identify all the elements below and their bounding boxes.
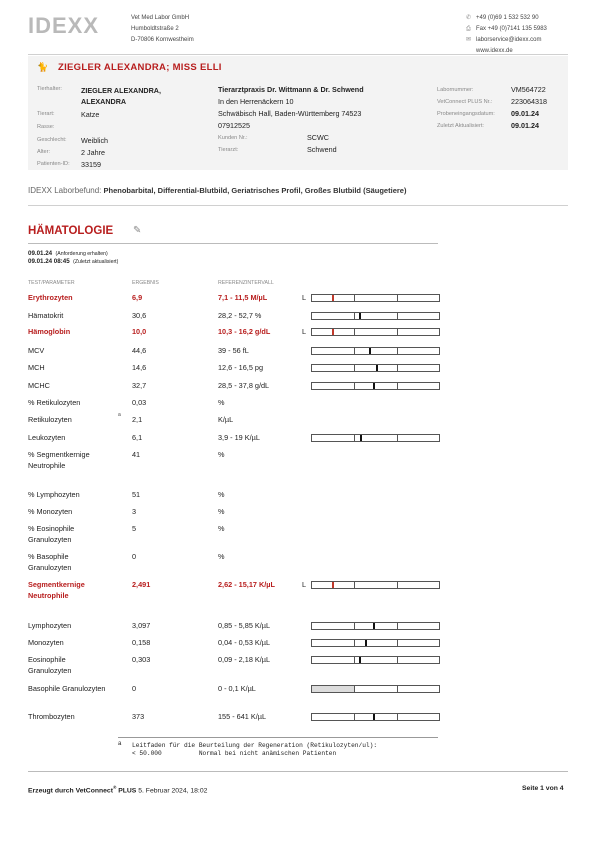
divider (28, 54, 568, 55)
range-lower-gridline (354, 383, 355, 389)
range-bar (311, 685, 440, 693)
test-result: 6,9 (132, 293, 143, 302)
range-bar-marker (365, 640, 367, 646)
patient-id-label: Patienten-ID: (37, 161, 70, 167)
test-parameter: Hämatokrit (28, 311, 64, 320)
vcnr-label: VetConnect PLUS Nr.: (437, 99, 493, 105)
befund-line (28, 186, 406, 195)
reference-interval: % (218, 552, 225, 561)
test-parameter: MCH (28, 363, 45, 372)
test-result: 0 (132, 552, 137, 561)
reference-interval: 0,04 - 0,53 K/µL (218, 638, 271, 647)
range-upper-gridline (397, 348, 398, 354)
footnote-ref: a (118, 412, 121, 418)
range-upper-gridline (397, 295, 398, 301)
range-bar-marker (360, 435, 362, 441)
practice-street: In den Herrenäckern 10 (218, 97, 294, 106)
column-header-result: ERGEBNIS (132, 280, 159, 286)
phone-icon: ✆ (466, 15, 472, 21)
reference-interval: % (218, 398, 225, 407)
footer-prefix: Erzeugt durch VetConnect (28, 787, 113, 795)
range-upper-gridline (397, 435, 398, 441)
website-link[interactable]: www.idexx.de (476, 48, 513, 54)
test-result: 373 (132, 712, 145, 721)
reference-interval: 0,85 - 5,85 K/µL (218, 621, 271, 630)
footer-generated (28, 785, 207, 794)
low-flag: L (302, 327, 307, 336)
mail-icon: ✉ (466, 37, 472, 43)
range-bar (311, 294, 440, 302)
reference-interval: % (218, 490, 225, 499)
reference-interval: 2,62 - 15,17 K/µL (218, 580, 275, 589)
test-result: 0,158 (132, 638, 151, 647)
range-bar-marker (373, 623, 375, 629)
update-date-note: (Zuletzt aktualisiert) (73, 259, 119, 265)
test-parameter: % Lymphozyten (28, 490, 80, 499)
update-date: 09.01.24 08:45 (28, 258, 70, 265)
email-link[interactable]: laborservice@idexx.com (476, 37, 542, 43)
test-result: 30,6 (132, 311, 147, 320)
divider (118, 737, 438, 738)
range-lower-gridline (354, 582, 355, 588)
range-bar (311, 713, 440, 721)
age-label: Alter: (37, 149, 51, 155)
test-result: 44,6 (132, 346, 147, 355)
reference-interval: 10,3 - 16,2 g/dL (218, 327, 271, 336)
range-lower-gridline (354, 295, 355, 301)
received-value: 09.01.24 (511, 109, 539, 118)
range-upper-gridline (397, 365, 398, 371)
reference-interval: % (218, 524, 225, 533)
range-lower-gridline (354, 348, 355, 354)
test-parameter: % Monozyten (28, 507, 73, 516)
customer-label: Kunden Nr.: (218, 135, 248, 141)
reference-interval: 7,1 - 11,5 M/µL (218, 293, 268, 302)
reference-interval: 3,9 - 19 K/µL (218, 433, 260, 442)
age-value: 2 Jahre (81, 148, 105, 157)
species-label: Tierart: (37, 111, 55, 117)
column-header-param: TEST/PARAMETER (28, 280, 75, 286)
test-parameter: Lymphozyten (28, 621, 72, 630)
test-parameter: Eosinophile Granulozyten (28, 655, 72, 675)
test-parameter: MCHC (28, 381, 50, 390)
range-upper-gridline (397, 383, 398, 389)
range-bar-marker (373, 383, 375, 389)
labnr-value: VM564722 (511, 85, 546, 94)
range-bar-marker (359, 313, 361, 319)
range-lower-gridline (354, 686, 355, 692)
test-parameter: MCV (28, 346, 45, 355)
test-result: 6,1 (132, 433, 143, 442)
updated-value: 09.01.24 (511, 121, 539, 130)
column-header-reference: REFERENZINTERVALL (218, 280, 274, 286)
fax-icon: ⎙ (466, 26, 471, 32)
test-parameter: Monozyten (28, 638, 64, 647)
reference-interval: 28,5 - 37,8 g/dL (218, 381, 270, 390)
cat-icon: 🐈 (37, 62, 49, 72)
sex-value: Weiblich (81, 136, 109, 145)
range-bar (311, 434, 440, 442)
range-bar (311, 581, 440, 589)
range-lower-gridline (354, 657, 355, 663)
range-bar (311, 639, 440, 647)
breed-label: Rasse: (37, 124, 55, 130)
test-parameter: Retikulozyten (28, 415, 72, 424)
test-result: 3,097 (132, 621, 151, 630)
patient-name: ZIEGLER ALEXANDRA; MISS ELLI (58, 62, 222, 73)
divider (28, 243, 438, 244)
test-result: 41 (132, 450, 141, 459)
range-bar (311, 622, 440, 630)
test-result: 5 (132, 524, 137, 533)
footnote-text: Leitfaden für die Beurteilung der Regeneration (Retikulozyten/ul): < 50.000 Normal bei nicht anämischen Patienten (132, 742, 378, 757)
range-upper-gridline (397, 657, 398, 663)
request-date: 09.01.24 (28, 250, 53, 257)
test-result: 0,303 (132, 655, 151, 664)
reference-interval: 12,6 - 16,5 pg (218, 363, 264, 372)
footer-date: 5. Februar 2024, 18:02 (138, 787, 208, 795)
patient-id-value: 33159 (81, 160, 101, 169)
range-bar (311, 328, 440, 336)
vet-label: Tierarzt: (218, 147, 239, 153)
range-upper-gridline (397, 640, 398, 646)
test-result: 14,6 (132, 363, 147, 372)
test-result: 10,0 (132, 327, 147, 336)
range-upper-gridline (397, 582, 398, 588)
labnr-label: Labornummer: (437, 87, 474, 93)
test-result: 3 (132, 507, 137, 516)
test-result: 32,7 (132, 381, 147, 390)
range-bar (311, 347, 440, 355)
reference-interval: 28,2 - 52,7 % (218, 311, 262, 320)
idexx-logo: IDEXX (28, 13, 100, 38)
phone-number: +49 (0)69 1 532 532 90 (476, 15, 539, 21)
lab-address-line: Vet Med Labor GmbH (131, 15, 190, 21)
footnote-marker: a (118, 741, 122, 747)
range-bar (311, 364, 440, 372)
registered-mark: ® (112, 785, 117, 790)
range-bar-fill (312, 686, 354, 692)
low-flag: L (302, 293, 307, 302)
reference-interval: % (218, 450, 225, 459)
test-result: 2,491 (132, 580, 151, 589)
request-date-note: (Anforderung erhalten) (55, 251, 108, 257)
test-parameter: Hämoglobin (28, 327, 71, 336)
range-bar (311, 312, 440, 320)
befund-text: Phenobarbital, Differential-Blutbild, Geriatrisches Profil, Großes Blutbild (Säugetiere) (103, 186, 407, 195)
test-parameter: Segmentkernige Neutrophile (28, 580, 85, 600)
edit-note-icon[interactable]: ✎ (133, 225, 142, 236)
footer-plus: PLUS (118, 787, 137, 795)
page-number: Seite 1 von 4 (522, 785, 564, 792)
updated-label: Zuletzt Aktualisiert: (437, 123, 484, 129)
lab-address-line: Humboldtstraße 2 (131, 26, 179, 32)
vet-value: Schwend (307, 145, 337, 154)
range-bar-marker (376, 365, 378, 371)
range-bar-marker (369, 348, 371, 354)
range-lower-gridline (354, 329, 355, 335)
owner-value: ZIEGLER ALEXANDRA, ALEXANDRA (81, 86, 161, 106)
test-parameter: Basophile Granulozyten (28, 684, 106, 693)
divider (28, 205, 568, 206)
test-result: 0,03 (132, 398, 147, 407)
vcnr-value: 223064318 (511, 97, 547, 106)
range-bar-marker (332, 329, 334, 335)
section-dates (28, 250, 118, 266)
range-upper-gridline (397, 623, 398, 629)
range-upper-gridline (397, 714, 398, 720)
test-parameter: % Retikulozyten (28, 398, 81, 407)
lab-address (131, 13, 194, 46)
lab-address-line: D-70806 Kornwestheim (131, 37, 194, 43)
range-lower-gridline (354, 623, 355, 629)
range-bar (311, 656, 440, 664)
owner-label: Tierhalter: (37, 86, 62, 92)
range-bar-marker (359, 657, 361, 663)
range-upper-gridline (397, 686, 398, 692)
test-parameter: Erythrozyten (28, 293, 73, 302)
range-bar (311, 382, 440, 390)
range-upper-gridline (397, 313, 398, 319)
range-lower-gridline (354, 714, 355, 720)
species-value: Katze (81, 110, 100, 119)
test-result: 51 (132, 490, 141, 499)
test-parameter: % Basophile Granulozyten (28, 552, 72, 572)
reference-interval: K/µL (218, 415, 234, 424)
reference-interval: % (218, 507, 225, 516)
practice-name: Tierarztpraxis Dr. Wittmann & Dr. Schwend (218, 85, 364, 94)
range-bar-marker (332, 582, 334, 588)
practice-city: Schwäbisch Hall, Baden-Württemberg 74523 (218, 109, 362, 118)
range-bar-marker (373, 714, 375, 720)
sex-label: Geschlecht: (37, 137, 67, 143)
test-parameter: % Eosinophile Granulozyten (28, 524, 75, 544)
fax-number: Fax +49 (0)7141 135 5983 (476, 26, 547, 32)
test-parameter: % Segmentkernige Neutrophile (28, 450, 90, 470)
practice-phone: 07912525 (218, 121, 250, 130)
reference-interval: 155 - 641 K/µL (218, 712, 267, 721)
section-title: HÄMATOLOGIE (28, 225, 114, 237)
range-lower-gridline (354, 365, 355, 371)
reference-interval: 0 - 0,1 K/µL (218, 684, 256, 693)
test-parameter: Leukozyten (28, 433, 66, 442)
befund-label: IDEXX Laborbefund: (28, 186, 102, 195)
divider (28, 771, 568, 772)
range-lower-gridline (354, 640, 355, 646)
range-lower-gridline (354, 435, 355, 441)
range-bar-marker (332, 295, 334, 301)
low-flag: L (302, 580, 307, 589)
reference-interval: 39 - 56 fL (218, 346, 249, 355)
test-result: 0 (132, 684, 137, 693)
customer-value: SCWC (307, 133, 329, 142)
range-upper-gridline (397, 329, 398, 335)
received-label: Probeneingangsdatum: (437, 111, 495, 117)
range-lower-gridline (354, 313, 355, 319)
test-result: 2,1 (132, 415, 143, 424)
reference-interval: 0,09 - 2,18 K/µL (218, 655, 271, 664)
lab-contact (466, 13, 547, 57)
test-parameter: Thrombozyten (28, 712, 75, 721)
